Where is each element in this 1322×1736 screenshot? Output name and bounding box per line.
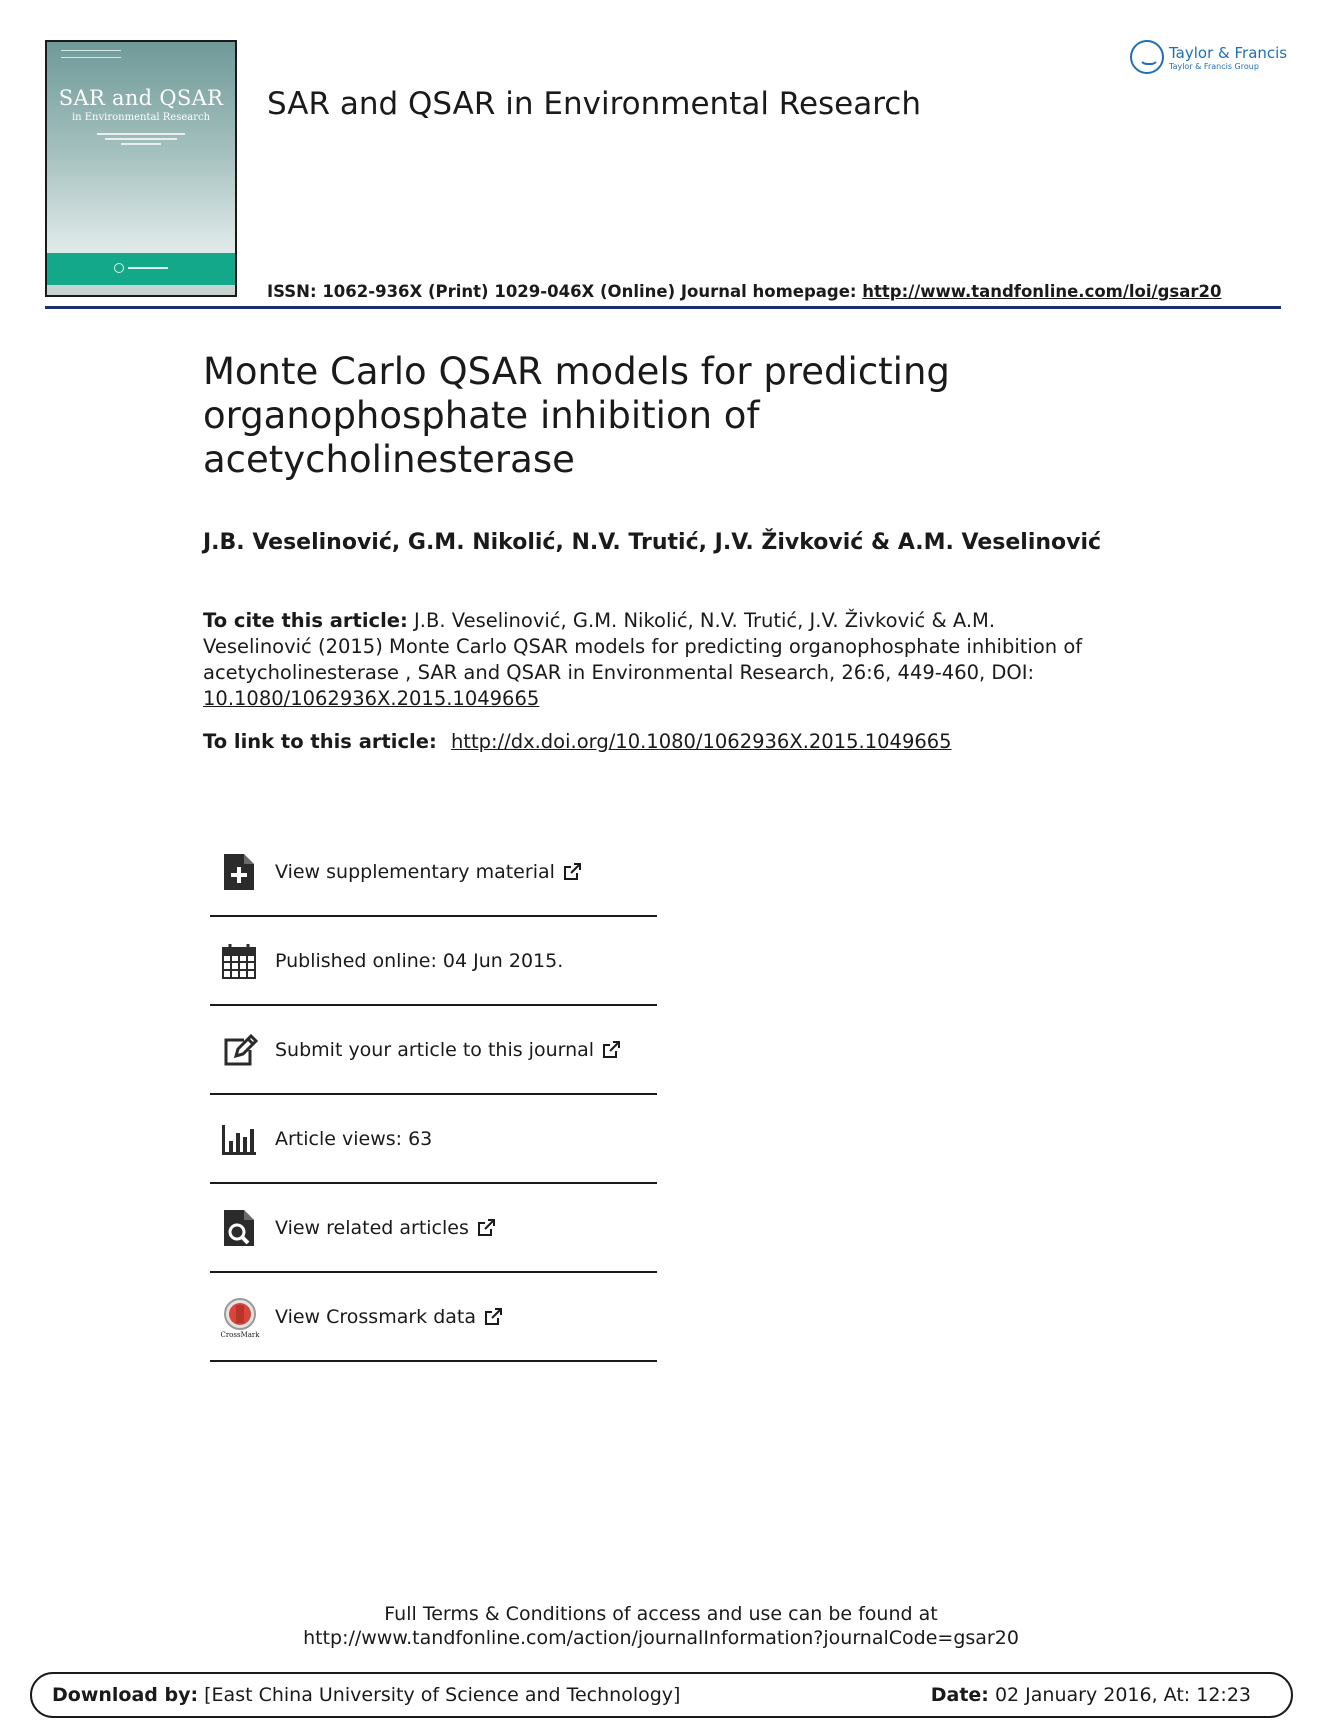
info-item-label: View related articles bbox=[275, 1216, 469, 1239]
cover-title: SAR and QSAR bbox=[58, 86, 224, 110]
terms-line-2[interactable]: http://www.tandfonline.com/action/journalInformation?journalCode=gsar20 bbox=[303, 1627, 1019, 1649]
download-date-value: 02 January 2016, At: 12:23 bbox=[994, 1684, 1251, 1706]
info-item-views bbox=[210, 1095, 657, 1184]
download-date bbox=[931, 1684, 1251, 1706]
cite-label: To cite this article: bbox=[203, 609, 408, 632]
cover-top-rule bbox=[61, 50, 121, 58]
article-authors: J.B. Veselinović, G.M. Nikolić, N.V. Trutić, J.V. Živković & A.M. Veselinović bbox=[203, 530, 1102, 555]
cite-doi-link[interactable]: 10.1080/1062936X.2015.1049665 bbox=[203, 687, 540, 710]
publisher-logo[interactable] bbox=[1130, 40, 1287, 74]
download-by-label: Download by: bbox=[52, 1684, 199, 1706]
info-item-label: Published online: 04 Jun 2015. bbox=[275, 949, 564, 972]
journal-title[interactable]: SAR and QSAR in Environmental Research bbox=[267, 86, 921, 122]
download-by-value: [East China University of Science and Technology] bbox=[204, 1684, 681, 1706]
info-item-submit[interactable] bbox=[210, 1006, 657, 1095]
bar-chart-icon bbox=[220, 1119, 258, 1159]
calendar-icon bbox=[220, 941, 258, 981]
issn-line bbox=[267, 282, 1221, 301]
info-item-supplementary[interactable] bbox=[210, 828, 657, 917]
download-info-bar bbox=[30, 1672, 1293, 1718]
external-link-icon bbox=[477, 1218, 496, 1237]
publisher-name: Taylor & Francis bbox=[1169, 43, 1288, 62]
taylor-francis-lamp-icon bbox=[1130, 40, 1164, 74]
article-info-list bbox=[210, 828, 657, 1362]
download-date-label: Date: bbox=[930, 1684, 989, 1706]
journal-cover-image bbox=[45, 40, 237, 297]
cite-text: J.B. Veselinović, G.M. Nikolić, N.V. Trutić, J.V. Živković & A.M. Veselinović (2015) Monte Carlo QSAR models for predicting organophosphate inhibition of acetycholinesterase , SAR and QSAR in Environmental Research, 26:6, 449-460, DOI: bbox=[203, 609, 1083, 684]
download-by bbox=[52, 1684, 680, 1706]
terms-and-conditions bbox=[0, 1602, 1322, 1650]
journal-homepage-link[interactable]: http://www.tandfonline.com/loi/gsar20 bbox=[862, 282, 1222, 301]
cover-editor-lines bbox=[96, 130, 186, 148]
info-item-label: View Crossmark data bbox=[275, 1305, 477, 1328]
citation-block bbox=[203, 608, 1083, 712]
article-doi-link[interactable]: http://dx.doi.org/10.1080/1062936X.2015.1049665 bbox=[450, 730, 952, 753]
info-item-published bbox=[210, 917, 657, 1006]
info-item-label: View supplementary material bbox=[275, 860, 555, 883]
cover-bottom-strip bbox=[47, 285, 235, 295]
supplementary-file-icon bbox=[220, 852, 258, 892]
edit-icon bbox=[220, 1030, 258, 1070]
info-item-related[interactable] bbox=[210, 1184, 657, 1273]
info-item-label: Article views: 63 bbox=[275, 1127, 433, 1150]
crossmark-icon bbox=[220, 1297, 258, 1337]
external-link-icon bbox=[602, 1040, 621, 1059]
header-divider bbox=[45, 306, 1281, 309]
cover-publisher-logo bbox=[114, 263, 168, 273]
link-label: To link to this article: bbox=[203, 730, 437, 753]
publisher-group: Taylor & Francis Group bbox=[1169, 61, 1259, 71]
info-item-crossmark[interactable] bbox=[210, 1273, 657, 1362]
search-document-icon bbox=[220, 1208, 258, 1248]
external-link-icon bbox=[484, 1307, 503, 1326]
article-title: Monte Carlo QSAR models for predicting organophosphate inhibition of acetycholinesterase bbox=[203, 350, 950, 481]
cover-subtitle: in Environmental Research bbox=[71, 112, 211, 123]
terms-line-1: Full Terms & Conditions of access and use can be found at bbox=[384, 1603, 938, 1625]
external-link-icon bbox=[563, 862, 582, 881]
issn-text: ISSN: 1062-936X (Print) 1029-046X (Online) Journal homepage: bbox=[267, 282, 857, 301]
cover-publisher-band bbox=[47, 253, 235, 285]
info-item-label: Submit your article to this journal bbox=[275, 1038, 595, 1061]
article-link-block bbox=[203, 730, 952, 753]
crossmark-caption: CrossMark bbox=[220, 1330, 260, 1339]
